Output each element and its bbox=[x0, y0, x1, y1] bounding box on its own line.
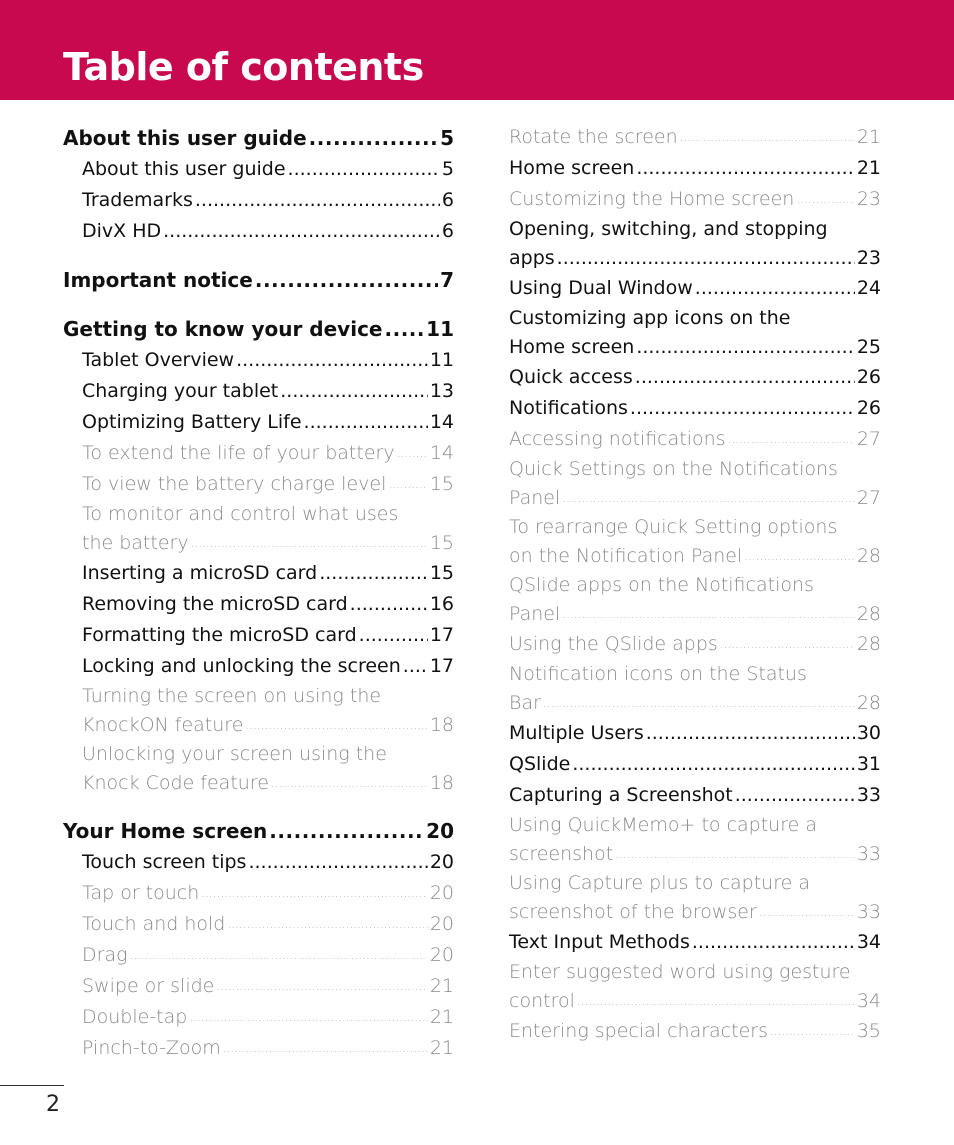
toc-entry-title: Your Home screen bbox=[63, 819, 268, 843]
toc-entry-title: Customizing the Home screen bbox=[509, 188, 795, 210]
toc-entry[interactable] bbox=[63, 1002, 454, 1033]
toc-entry[interactable] bbox=[509, 958, 881, 1016]
toc-entry-title: Charging your tablet bbox=[82, 380, 279, 402]
toc-entry-title: Notifications bbox=[509, 397, 628, 419]
toc-entry[interactable] bbox=[509, 927, 881, 958]
toc-entry[interactable] bbox=[509, 362, 881, 393]
toc-entry-page: 27 bbox=[856, 428, 881, 450]
toc-entry[interactable] bbox=[509, 749, 881, 780]
dot-leader bbox=[269, 815, 424, 847]
toc-entry[interactable] bbox=[63, 438, 454, 469]
toc-entry-title: Entering special characters bbox=[509, 1020, 768, 1042]
dot-leader bbox=[248, 847, 427, 878]
toc-entry-title: Getting to know your device bbox=[63, 317, 383, 341]
dot-leader bbox=[543, 688, 855, 718]
toc-entry[interactable] bbox=[63, 940, 454, 971]
toc-entry[interactable] bbox=[509, 571, 881, 629]
dot-leader bbox=[201, 878, 428, 909]
toc-entry[interactable] bbox=[63, 500, 454, 558]
dot-leader bbox=[130, 940, 428, 971]
toc-entry[interactable] bbox=[63, 407, 454, 438]
toc-entry-title: Inserting a microSD card bbox=[82, 562, 318, 584]
toc-entry-page: 20 bbox=[429, 913, 454, 935]
toc-entry-page: 27 bbox=[856, 487, 881, 509]
toc-entry-page: 20 bbox=[429, 944, 454, 966]
toc-entry-title: Trademarks bbox=[82, 189, 193, 211]
toc-entry-title-line: Opening, switching, and stopping bbox=[509, 218, 828, 240]
toc-entry-title: DivX HD bbox=[82, 220, 162, 242]
toc-entry-page: 17 bbox=[429, 624, 454, 646]
toc-entry-title: Touch screen tips bbox=[82, 851, 247, 873]
dot-leader bbox=[288, 154, 440, 185]
toc-entry-page: 21 bbox=[429, 1006, 454, 1028]
toc-entry-title: Home screen bbox=[509, 157, 635, 179]
toc-entry-page: 35 bbox=[856, 1020, 881, 1042]
toc-entry-title-line: Quick Settings on the Notifications bbox=[509, 458, 838, 480]
toc-entry-page: 17 bbox=[429, 655, 454, 677]
dot-leader bbox=[388, 469, 427, 500]
toc-entry-page: 33 bbox=[856, 901, 881, 923]
dot-leader bbox=[720, 629, 855, 660]
dot-leader bbox=[191, 528, 428, 558]
toc-entry-page: 28 bbox=[856, 633, 881, 655]
toc-entry-title: apps bbox=[509, 247, 555, 269]
toc-entry[interactable] bbox=[63, 589, 454, 620]
toc-entry-title: Knock Code feature bbox=[82, 772, 269, 794]
dot-leader bbox=[163, 216, 440, 247]
toc-entry[interactable] bbox=[63, 878, 454, 909]
toc-entry-title: Touch and hold bbox=[82, 913, 226, 935]
toc-entry-title-line: Turning the screen on using the bbox=[82, 685, 382, 707]
toc-entry-title: on the Notification Panel bbox=[509, 545, 743, 567]
dot-leader bbox=[397, 438, 428, 469]
toc-entry[interactable] bbox=[63, 216, 454, 247]
toc-entry-title: Using the QSlide apps bbox=[509, 633, 718, 655]
dot-leader bbox=[557, 243, 855, 273]
toc-entry-page: 33 bbox=[856, 784, 881, 806]
toc-entry-title: control bbox=[509, 990, 575, 1012]
dot-leader bbox=[692, 927, 855, 958]
toc-entry-title: Tap or touch bbox=[82, 882, 200, 904]
toc-entry[interactable] bbox=[63, 682, 454, 740]
dot-leader bbox=[796, 184, 854, 215]
toc-entry-title: Quick access bbox=[509, 366, 633, 388]
toc-entry[interactable] bbox=[509, 304, 881, 362]
toc-entry-title: Double-tap bbox=[82, 1006, 188, 1028]
dot-leader bbox=[735, 780, 855, 811]
toc-entry[interactable] bbox=[63, 1033, 454, 1064]
toc-entry-title: Optimizing Battery Life bbox=[82, 411, 302, 433]
toc-entry-page: 15 bbox=[429, 562, 454, 584]
toc-entry[interactable] bbox=[63, 847, 454, 878]
dot-leader bbox=[572, 749, 854, 780]
toc-entry-title: Using Dual Window bbox=[509, 277, 693, 299]
toc-entry-page: 11 bbox=[429, 349, 454, 371]
toc-entry-title-line: To monitor and control what uses bbox=[82, 503, 399, 525]
toc-entry-page: 26 bbox=[856, 366, 881, 388]
toc-section[interactable] bbox=[63, 815, 454, 847]
toc-entry-page: 6 bbox=[441, 189, 454, 211]
dot-leader bbox=[271, 768, 428, 798]
dot-leader bbox=[562, 599, 855, 629]
dot-leader bbox=[728, 424, 855, 455]
toc-column-left bbox=[63, 122, 454, 1064]
toc-entry-title: Panel bbox=[509, 603, 561, 625]
toc-entry-title: To view the battery charge level bbox=[82, 473, 387, 495]
toc-entry-page: 33 bbox=[856, 843, 881, 865]
toc-entry-title: QSlide bbox=[509, 753, 571, 775]
toc-entry[interactable] bbox=[63, 345, 454, 376]
toc-entry-page: 21 bbox=[856, 126, 881, 148]
header-banner bbox=[0, 0, 954, 100]
dot-leader bbox=[304, 407, 428, 438]
toc-entry-title: About this user guide bbox=[82, 158, 286, 180]
dot-leader bbox=[630, 393, 855, 424]
toc-entry-page: 18 bbox=[429, 772, 454, 794]
toc-entry-title: Home screen bbox=[509, 336, 635, 358]
toc-entry[interactable] bbox=[509, 811, 881, 869]
toc-entry-title: Bar bbox=[509, 692, 541, 714]
toc-entry-page: 28 bbox=[856, 545, 881, 567]
toc-entry[interactable] bbox=[509, 629, 881, 660]
toc-entry-page: 14 bbox=[429, 411, 454, 433]
page-title: Table of contents bbox=[63, 45, 424, 89]
dot-leader bbox=[255, 264, 438, 296]
toc-entry-page: 20 bbox=[429, 882, 454, 904]
toc-entry[interactable] bbox=[509, 513, 881, 571]
toc-entry-page: 20 bbox=[429, 851, 454, 873]
toc-entry-title-line: To rearrange Quick Setting options bbox=[509, 516, 838, 538]
dot-leader bbox=[227, 909, 427, 940]
footer-divider bbox=[0, 1085, 64, 1086]
dot-leader bbox=[770, 1016, 855, 1047]
dot-leader bbox=[695, 273, 855, 304]
toc-entry-page: 16 bbox=[429, 593, 454, 615]
dot-leader bbox=[236, 345, 428, 376]
toc-entry-page: 11 bbox=[426, 317, 454, 341]
toc-entry-title-line: Notification icons on the Status bbox=[509, 663, 807, 685]
toc-entry-page: 23 bbox=[856, 247, 881, 269]
section-gap bbox=[63, 798, 454, 815]
dot-leader bbox=[280, 376, 428, 407]
dot-leader bbox=[403, 651, 428, 682]
toc-entry-title: KnockON feature bbox=[82, 714, 244, 736]
toc-entry-title: Accessing notifications bbox=[509, 428, 726, 450]
toc-entry-page: 21 bbox=[429, 975, 454, 997]
toc-entry[interactable] bbox=[509, 122, 881, 153]
toc-entry-title-line: Using Capture plus to capture a bbox=[509, 872, 810, 894]
toc-entry[interactable] bbox=[63, 469, 454, 500]
toc-entry-page: 30 bbox=[856, 722, 881, 744]
toc-entry-page: 7 bbox=[440, 268, 454, 292]
toc-entry-title: the battery bbox=[82, 532, 189, 554]
dot-leader bbox=[562, 483, 855, 513]
toc-entry-title: Important notice bbox=[63, 268, 253, 292]
section-gap bbox=[63, 296, 454, 313]
toc-entry-page: 34 bbox=[856, 931, 881, 953]
toc-entry[interactable] bbox=[63, 651, 454, 682]
toc-entry-title: Panel bbox=[509, 487, 561, 509]
toc-entry-page: 15 bbox=[429, 532, 454, 554]
toc-entry[interactable] bbox=[63, 185, 454, 216]
dot-leader bbox=[680, 122, 855, 153]
toc-entry-title-line: Unlocking your screen using the bbox=[82, 743, 387, 765]
toc-entry[interactable] bbox=[509, 153, 881, 184]
toc-entry[interactable] bbox=[63, 376, 454, 407]
toc-entry-page: 6 bbox=[441, 220, 454, 242]
toc-entry-title: Text Input Methods bbox=[509, 931, 690, 953]
toc-entry-page: 24 bbox=[856, 277, 881, 299]
toc-entry-title-line: QSlide apps on the Notifications bbox=[509, 574, 814, 596]
toc-entry-page: 5 bbox=[441, 158, 454, 180]
dot-leader bbox=[759, 897, 855, 927]
toc-entry-page: 21 bbox=[429, 1037, 454, 1059]
toc-entry-title: screenshot of the browser bbox=[509, 901, 757, 923]
toc-entry[interactable] bbox=[63, 620, 454, 651]
toc-entry-title: Multiple Users bbox=[509, 722, 644, 744]
toc-entry-title: Formatting the microSD card bbox=[82, 624, 357, 646]
section-gap bbox=[63, 247, 454, 264]
toc-entry-title: screenshot bbox=[509, 843, 614, 865]
toc-entry[interactable] bbox=[63, 154, 454, 185]
toc-entry-page: 26 bbox=[856, 397, 881, 419]
toc-entry-page: 15 bbox=[429, 473, 454, 495]
toc-entry-title: Locking and unlocking the screen bbox=[82, 655, 401, 677]
dot-leader bbox=[385, 313, 425, 345]
toc-section[interactable] bbox=[63, 313, 454, 345]
dot-leader bbox=[245, 710, 427, 740]
dot-leader bbox=[646, 718, 855, 749]
dot-leader bbox=[195, 185, 440, 216]
toc-entry-title: Drag bbox=[82, 944, 128, 966]
toc-entry[interactable] bbox=[509, 718, 881, 749]
toc-entry-title: Pinch-to-Zoom bbox=[82, 1037, 221, 1059]
dot-leader bbox=[635, 362, 855, 393]
toc-entry[interactable] bbox=[63, 740, 454, 798]
dot-leader bbox=[744, 541, 855, 571]
toc-entry-title: About this user guide bbox=[63, 126, 307, 150]
dot-leader bbox=[350, 589, 428, 620]
toc-entry-title-line: Customizing app icons on the bbox=[509, 307, 791, 329]
toc-entry[interactable] bbox=[509, 215, 881, 273]
toc-entry[interactable] bbox=[509, 455, 881, 513]
toc-entry[interactable] bbox=[509, 660, 881, 718]
toc-entry-page: 28 bbox=[856, 692, 881, 714]
toc-entry[interactable] bbox=[63, 971, 454, 1002]
toc-entry-title-line: Enter suggested word using gesture bbox=[509, 961, 851, 983]
dot-leader bbox=[309, 122, 438, 154]
toc-entry-title-line: Using QuickMemo+ to capture a bbox=[509, 814, 817, 836]
toc-entry-title: Removing the microSD card bbox=[82, 593, 348, 615]
dot-leader bbox=[359, 620, 428, 651]
toc-section[interactable] bbox=[63, 122, 454, 154]
toc-entry[interactable] bbox=[63, 909, 454, 940]
page-number: 2 bbox=[46, 1092, 60, 1117]
dot-leader bbox=[223, 1033, 428, 1064]
toc-entry[interactable] bbox=[509, 273, 881, 304]
toc-entry-title: Tablet Overview bbox=[82, 349, 235, 371]
dot-leader bbox=[636, 332, 855, 362]
dot-leader bbox=[615, 839, 855, 869]
toc-entry-page: 28 bbox=[856, 603, 881, 625]
toc-entry-page: 23 bbox=[856, 188, 881, 210]
toc-entry-page: 31 bbox=[856, 753, 881, 775]
dot-leader bbox=[189, 1002, 427, 1033]
toc-entry[interactable] bbox=[63, 558, 454, 589]
dot-leader bbox=[577, 986, 855, 1016]
toc-entry-page: 21 bbox=[856, 157, 881, 179]
toc-entry-page: 20 bbox=[426, 819, 454, 843]
toc-entry-page: 18 bbox=[429, 714, 454, 736]
toc-entry[interactable] bbox=[509, 780, 881, 811]
toc-entry-page: 5 bbox=[440, 126, 454, 150]
toc-entry[interactable] bbox=[509, 424, 881, 455]
toc-entry[interactable] bbox=[509, 1016, 881, 1047]
toc-column-right bbox=[509, 122, 881, 1047]
toc-entry-page: 14 bbox=[429, 442, 454, 464]
toc-entry-title: Rotate the screen bbox=[509, 126, 678, 148]
toc-entry[interactable] bbox=[509, 869, 881, 927]
toc-section[interactable] bbox=[63, 264, 454, 296]
toc-entry-page: 34 bbox=[856, 990, 881, 1012]
dot-leader bbox=[319, 558, 428, 589]
toc-entry-title: Swipe or slide bbox=[82, 975, 215, 997]
dot-leader bbox=[216, 971, 427, 1002]
toc-entry[interactable] bbox=[509, 393, 881, 424]
toc-entry[interactable] bbox=[509, 184, 881, 215]
toc-entry-page: 25 bbox=[856, 336, 881, 358]
toc-entry-title: Capturing a Screenshot bbox=[509, 784, 733, 806]
dot-leader bbox=[636, 153, 855, 184]
toc-entry-title: To extend the life of your battery bbox=[82, 442, 395, 464]
toc-entry-page: 13 bbox=[429, 380, 454, 402]
